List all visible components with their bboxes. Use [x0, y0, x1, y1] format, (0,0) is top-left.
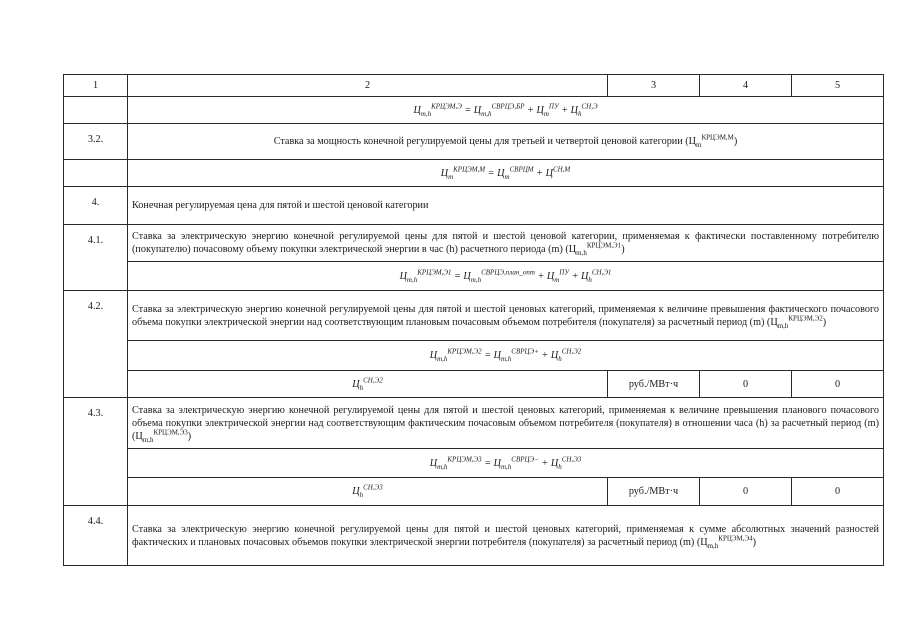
table-row: [64, 398, 884, 449]
row-number: 4.2.: [64, 291, 128, 398]
table-row: [64, 371, 884, 398]
value-label: $Ц_h^{СН,Э3}$: [128, 478, 608, 506]
table-row: [64, 97, 884, 124]
formula-cell: $Ц_{m,h}^{КРЦЭМ,Э3} = Ц_{m,h}^{СВРЦЭ-} + Ц_h^{СН,Э3}$: [128, 449, 884, 478]
value-cell: 0: [792, 371, 884, 398]
value-cell: 0: [700, 371, 792, 398]
formula-cell: $Ц_{m,h}^{КРЦЭМ,Э} = Ц_{m,h}^{СВРЦЭ,БР} + Ц_m^{ПУ} + Ц_h^{СН,Э}$: [128, 97, 884, 124]
row-description: Ставка за электрическую энергию конечной регулируемой цены для пятой и шестой ценовых категорий, применяемая к сумме абсолютных значений разностей фактических и плановых почасовых объемов покупки электрической энергии потребителя (покупателя) за расчетный период (m) $(Ц_{m,h}^{КРЦЭМ,Э4})$: [128, 506, 884, 566]
row-number: 4.4.: [64, 506, 128, 566]
table-header-row: [64, 75, 884, 97]
unit-cell: руб./МВт·ч: [608, 371, 700, 398]
table-row: [64, 262, 884, 291]
header-col-2: 2: [128, 75, 608, 97]
formula-cell: $Ц_m^{КРЦЭМ,М} = Ц_m^{СВРЦМ} + Ц^{СН,М}$: [128, 160, 884, 187]
table-row: [64, 506, 884, 566]
row-description: Конечная регулируемая цена для пятой и шестой ценовой категории: [128, 187, 884, 225]
row-number-cell: [64, 97, 128, 124]
row-number: 4.1.: [64, 225, 128, 291]
header-col-5: 5: [792, 75, 884, 97]
table-row: [64, 291, 884, 341]
table-row: [64, 449, 884, 478]
value-cell: 0: [700, 478, 792, 506]
table-row: [64, 124, 884, 160]
formula-cell: $Ц_{m,h}^{КРЦЭМ,Э1} = Ц_{m,h}^{СВРЦЭ,план\_опт} + Ц_m^{ПУ} + Ц_h^{СН,Э1}$: [128, 262, 884, 291]
table-row: [64, 341, 884, 371]
unit-cell: руб./МВт·ч: [608, 478, 700, 506]
table-row: [64, 187, 884, 225]
value-cell: 0: [792, 478, 884, 506]
tariff-table: [63, 74, 884, 566]
row-number: 4.3.: [64, 398, 128, 506]
row-description: Ставка за электрическую энергию конечной регулируемой цены для пятой и шестой ценовых категорий, применяемая к величине превышения фактического почасового объема покупки электрической энергии над соответствующим плановым почасовым объемом потребителя (покупателя) за расчетный период (m) $(Ц_{m,h}^{КРЦЭМ,Э2})$: [128, 291, 884, 341]
header-col-1: 1: [64, 75, 128, 97]
row-description: Ставка за электрическую энергию конечной регулируемой цены для пятой и шестой ценовой категории, применяемая к фактически поставленному потребителю (покупателю) почасовому объему покупки электрической энергии в час (h) расчетного периода (m) $(Ц_{m,h}^{КРЦЭМ,Э1})$: [128, 225, 884, 262]
row-number: 3.2.: [64, 124, 128, 160]
row-description: Ставка за электрическую энергию конечной регулируемой цены для пятой и шестой ценовых категорий, применяемая к величине превышения планового почасового объема покупки электрической энергии над соответствующим фактическим почасовым объемом потребителя (покупателя) в отношении часа (h) за расчетный период (m) $(Ц_{m,h}^{КРЦЭМ,Э3})$: [128, 398, 884, 449]
row-number: 4.: [64, 187, 128, 225]
header-col-3: 3: [608, 75, 700, 97]
table-row: [64, 160, 884, 187]
row-number-cell: [64, 160, 128, 187]
table-row: [64, 478, 884, 506]
row-description: Ставка за мощность конечной регулируемой цены для третьей и четвертой ценовой категории $(Ц_m^{КРЦЭМ,М})$: [128, 124, 884, 160]
value-label: $Ц_h^{СН,Э2}$: [128, 371, 608, 398]
formula-cell: $Ц_{m,h}^{КРЦЭМ,Э2} = Ц_{m,h}^{СВРЦЭ+} + Ц_h^{СН,Э2}$: [128, 341, 884, 371]
table-row: [64, 225, 884, 262]
header-col-4: 4: [700, 75, 792, 97]
